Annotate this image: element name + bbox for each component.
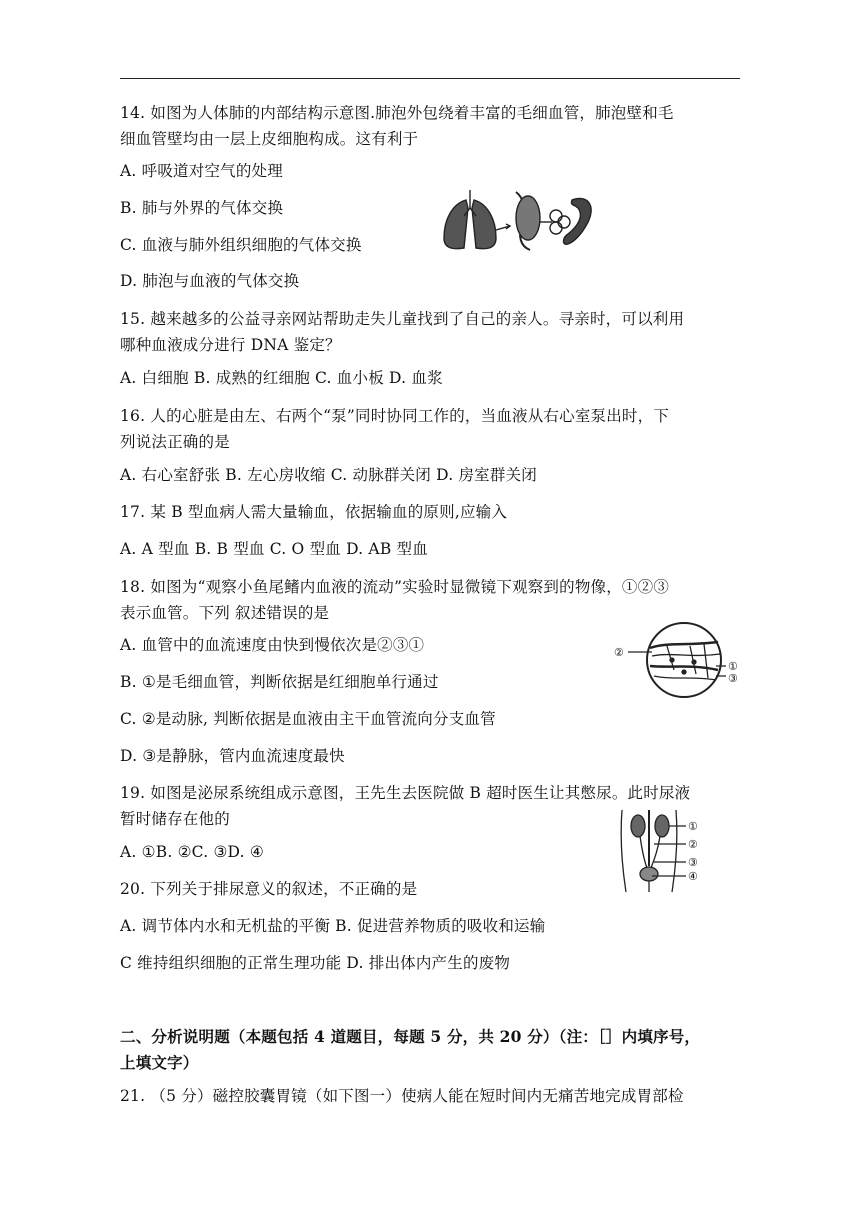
- fish-fig-label-3: ③: [728, 672, 738, 685]
- urinary-fig-label-2: ②: [688, 838, 698, 851]
- urinary-fig-label-3: ③: [688, 856, 698, 869]
- fish-fig-label-1: ①: [728, 660, 738, 673]
- header-rule: [120, 78, 740, 79]
- q16-options: A. 右心室舒张 B. 左心房收缩 C. 动脉群关闭 D. 房室群关闭: [120, 466, 537, 484]
- q16-stem-line1: 16. 人的心脏是由左、右两个“泵”同时协同工作的，当血液从右心室泵出时，下: [120, 407, 670, 425]
- q21-stem-line1: 21. （5 分）磁控胶囊胃镜（如下图一）使病人能在短时间内无痛苦地完成胃部检: [120, 1087, 684, 1105]
- fish-tail-microscope-figure: [612, 620, 742, 700]
- q14-option-c: C. 血液与肺外组织细胞的气体交换: [120, 236, 362, 254]
- q20-options-row1: A. 调节体内水和无机盐的平衡 B. 促进营养物质的吸收和运输: [120, 917, 546, 935]
- urinary-fig-label-4: ④: [688, 870, 698, 883]
- q15-stem-line2: 哪种血液成分进行 DNA 鉴定？: [120, 336, 341, 354]
- q17-options: A. A 型血 B. B 型血 C. O 型血 D. AB 型血: [120, 540, 428, 558]
- q20-stem: 20. 下列关于排尿意义的叙述，不正确的是: [120, 880, 418, 898]
- q18-option-c: C. ②是动脉, 判断依据是血液由主干血管流向分支血管: [120, 710, 496, 728]
- fish-fig-label-2: ②: [614, 646, 624, 659]
- q14-option-d: D. 肺泡与血液的气体交换: [120, 272, 300, 290]
- section2-title-line2: 上填文字）: [120, 1053, 199, 1072]
- urinary-system-figure: [614, 806, 714, 896]
- q14-stem-line1: 14. 如图为人体肺的内部结构示意图.肺泡外包绕着丰富的毛细血管，肺泡壁和毛: [120, 104, 674, 122]
- q18-option-a: A. 血管中的血流速度由快到慢依次是②③①: [120, 636, 425, 654]
- q20-options-row2: C 维持组织细胞的正常生理功能 D. 排出体内产生的废物: [120, 954, 511, 972]
- q15-options: A. 白细胞 B. 成熟的红细胞 C. 血小板 D. 血浆: [120, 369, 443, 387]
- q18-option-d: D. ③是静脉，管内血流速度最快: [120, 747, 345, 765]
- q14-option-b: B. 肺与外界的气体交换: [120, 199, 284, 217]
- lung-structure-figure: [438, 186, 596, 256]
- q19-options: A. ①B. ②C. ③D. ④: [120, 843, 264, 861]
- q19-stem-line1: 19. 如图是泌尿系统组成示意图，王先生去医院做 B 超时医生让其憋尿。此时尿液: [120, 784, 691, 802]
- section2-title-line1: 二、分析说明题（本题包括 4 道题目，每题 5 分，共 20 分）（注：［］内填序号，: [120, 1027, 701, 1046]
- q18-stem-line1: 18. 如图为“观察小鱼尾鳍内血液的流动”实验时显微镜下观察到的物像，①②③: [120, 578, 670, 596]
- q18-option-b: B. ①是毛细血管，判断依据是红细胞单行通过: [120, 673, 439, 691]
- q14-option-a: A. 呼吸道对空气的处理: [120, 162, 283, 180]
- q16-stem-line2: 列说法正确的是: [120, 433, 230, 451]
- q17-stem: 17. 某 B 型血病人需大量输血，依据输血的原则,应输入: [120, 503, 508, 521]
- urinary-fig-label-1: ①: [688, 820, 698, 833]
- q19-stem-line2: 暂时储存在他的: [120, 810, 230, 828]
- q15-stem-line1: 15. 越来越多的公益寻亲网站帮助走失儿童找到了自己的亲人。寻亲时，可以利用: [120, 310, 685, 328]
- q14-stem-line2: 细血管壁均由一层上皮细胞构成。这有利于: [120, 130, 419, 148]
- q18-stem-line2: 表示血管。下列 叙述错误的是: [120, 604, 330, 622]
